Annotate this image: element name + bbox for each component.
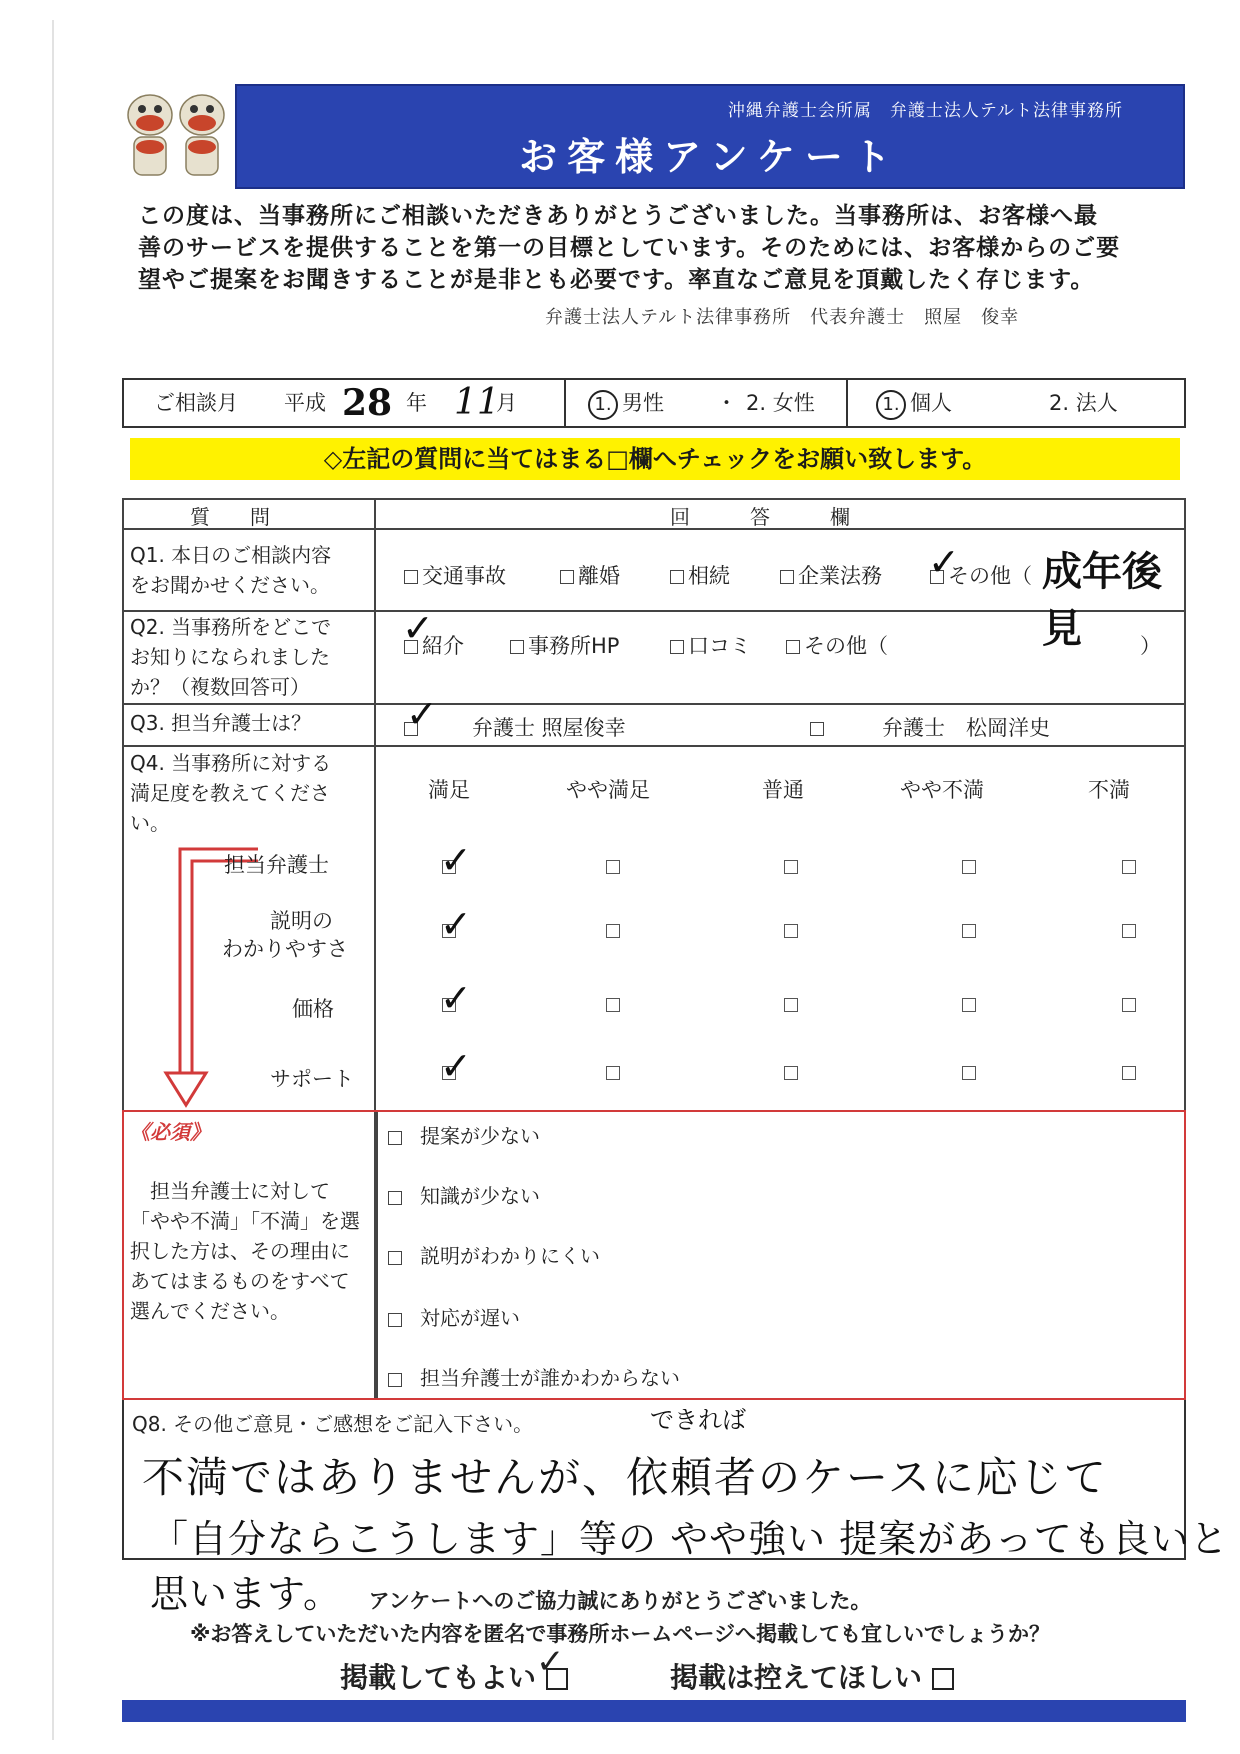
check-mark-icon: ✓ xyxy=(440,838,472,882)
permission-deny-option[interactable] xyxy=(670,1656,954,1696)
q4-row-clarity: 説明の xyxy=(270,909,333,933)
year-value[interactable]: 28 xyxy=(342,382,393,424)
deny-label: 掲載は控えてほしい xyxy=(670,1661,923,1694)
rating-checkbox[interactable] xyxy=(962,924,976,938)
option-label: 交通事故 xyxy=(422,564,506,588)
checkbox[interactable] xyxy=(780,570,794,584)
q4-row-support: サポート xyxy=(270,1067,354,1091)
reason-label: 対応が遅い xyxy=(420,1306,520,1330)
checkbox[interactable] xyxy=(388,1373,402,1387)
q1-option-traffic[interactable] xyxy=(404,560,506,590)
scale-neutral: 普通 xyxy=(762,778,804,802)
q2-text: Q2. 当事務所をどこで xyxy=(130,615,332,639)
option-label: その他（ xyxy=(804,634,888,658)
rating-checkbox[interactable] xyxy=(784,860,798,874)
checkbox[interactable] xyxy=(388,1313,402,1327)
year-unit: 年 xyxy=(406,391,427,415)
shisa-mascot-logo xyxy=(122,85,232,185)
month-value[interactable]: 11 xyxy=(454,382,500,423)
reason-label: 担当弁護士が誰かわからない xyxy=(420,1366,680,1390)
intro-line: 望やご提案をお聞きすることが是非とも必要です。率直なご意見を頂戴したく存じます。 xyxy=(138,267,1095,293)
reason-unclear-explanation[interactable] xyxy=(388,1240,600,1269)
rating-checkbox[interactable] xyxy=(784,998,798,1012)
option-label: 紹介 xyxy=(422,634,464,658)
q4-text: 満足度を教えてくださ xyxy=(130,781,330,805)
q4-question xyxy=(130,748,331,838)
checkbox[interactable] xyxy=(510,640,524,654)
thanks-message: アンケートへのご協力誠にありがとうございました。 xyxy=(368,1589,872,1613)
option-label: 離婚 xyxy=(578,564,620,588)
check-mark-icon: ✓ xyxy=(928,540,960,584)
q1-option-inheritance[interactable] xyxy=(670,560,730,590)
q4-text: い。 xyxy=(130,811,170,835)
reason-little-knowledge[interactable] xyxy=(388,1180,540,1209)
reason-label: 知識が少ない xyxy=(420,1184,540,1208)
scale-somewhat-dissatisfied: やや不満 xyxy=(900,778,984,802)
q2-option-other[interactable] xyxy=(786,630,888,660)
reason-label: 提案が少ない xyxy=(420,1124,540,1148)
required-tag: 《必須》 xyxy=(130,1120,210,1144)
rating-checkbox[interactable] xyxy=(784,924,798,938)
q3-question: Q3. 担当弁護士は？ xyxy=(130,711,312,735)
consult-month-label: ご相談月 xyxy=(154,391,238,415)
desc-line: 択した方は、その理由に xyxy=(130,1239,350,1263)
grid-line xyxy=(122,745,1186,747)
option-label: 企業法務 xyxy=(798,564,882,588)
selection-circle: 1. xyxy=(588,390,618,420)
intro-text xyxy=(138,200,1168,296)
rating-checkbox[interactable] xyxy=(962,1066,976,1080)
intro-line: 善のサービスを提供することを第一の目標としています。そのためには、お客様からのご要 xyxy=(138,235,1121,261)
scan-edge xyxy=(52,20,54,1740)
scale-dissatisfied: 不満 xyxy=(1088,778,1130,802)
required-description xyxy=(130,1176,360,1326)
q2-option-website[interactable] xyxy=(510,630,619,660)
rating-checkbox[interactable] xyxy=(962,860,976,874)
checkbox[interactable] xyxy=(810,722,824,736)
rating-checkbox[interactable] xyxy=(962,998,976,1012)
q8-question: Q8. その他ご意見・ご感想をご記入下さい。 xyxy=(132,1412,534,1436)
month-unit: 月 xyxy=(496,391,517,415)
q1-question xyxy=(130,540,331,600)
check-mark-icon: ✓ xyxy=(440,976,472,1020)
reason-few-proposals[interactable] xyxy=(388,1120,540,1149)
rating-checkbox[interactable] xyxy=(1122,998,1136,1012)
header-banner xyxy=(235,84,1185,189)
rating-checkbox[interactable] xyxy=(606,924,620,938)
question-column-header: 質 問 xyxy=(190,505,270,529)
separator-dot: ・ xyxy=(716,391,737,415)
check-mark-icon: ✓ xyxy=(402,606,434,650)
q1-text: Q1. 本日のご相談内容 xyxy=(130,543,332,567)
desc-line: 「やや不満」「不満」を選 xyxy=(130,1209,360,1233)
answer-column-header: 回 答 欄 xyxy=(670,505,850,529)
q1-option-divorce[interactable] xyxy=(560,560,620,590)
checkbox[interactable] xyxy=(404,570,418,584)
q3-option-matsuoka[interactable] xyxy=(810,712,1050,742)
q4-text: Q4. 当事務所に対する xyxy=(130,751,332,775)
check-mark-icon: ✓ xyxy=(440,1044,472,1088)
option-label: 弁護士 松岡洋史 xyxy=(882,716,1050,740)
q1-text: をお聞かせください。 xyxy=(130,573,330,597)
rating-checkbox[interactable] xyxy=(1122,860,1136,874)
q8-handwritten-line: 不満ではありませんが、依頼者のケースに応じて xyxy=(142,1453,1108,1502)
rating-checkbox[interactable] xyxy=(606,998,620,1012)
grid-line xyxy=(122,498,1186,500)
divider xyxy=(846,380,848,426)
q1-option-corporate[interactable] xyxy=(780,560,882,590)
gender-male-option[interactable] xyxy=(588,380,664,426)
q4-row-price: 価格 xyxy=(292,997,334,1021)
reason-label: 説明がわかりにくい xyxy=(420,1244,600,1268)
check-mark-icon: ✓ xyxy=(406,692,438,736)
checkbox[interactable] xyxy=(388,1131,402,1145)
rating-checkbox[interactable] xyxy=(784,1066,798,1080)
q2-option-word-of-mouth[interactable] xyxy=(670,630,751,660)
q2-question xyxy=(130,612,331,702)
checkbox[interactable] xyxy=(388,1251,402,1265)
scale-satisfied: 満足 xyxy=(428,778,470,802)
option-label: その他（ xyxy=(948,564,1032,588)
checkbox[interactable] xyxy=(560,570,574,584)
type-individual-label: 個人 xyxy=(910,391,952,415)
red-arrow-icon xyxy=(162,843,262,1113)
type-individual-option[interactable] xyxy=(876,380,952,426)
type-corporate-option[interactable]: 2. 法人 xyxy=(1049,391,1118,415)
grid-line xyxy=(376,1112,378,1398)
checkbox[interactable] xyxy=(388,1191,402,1205)
q4-row-clarity-2: わかりやすさ xyxy=(222,937,348,961)
reason-unknown-attorney[interactable] xyxy=(388,1362,680,1391)
desc-line: 担当弁護士に対して xyxy=(150,1179,330,1203)
signature: 弁護士法人テルト法律事務所 代表弁護士 照屋 俊幸 xyxy=(545,307,1020,328)
rating-checkbox[interactable] xyxy=(1122,1066,1136,1080)
intro-line: この度は、当事務所にご相談いただきありがとうございました。当事務所は、お客様へ最 xyxy=(138,203,1098,229)
era-label: 平成 xyxy=(284,391,326,415)
option-label: 相続 xyxy=(688,564,730,588)
footer-bar xyxy=(122,1700,1186,1722)
gender-male-label: 男性 xyxy=(622,391,664,415)
checkbox[interactable] xyxy=(670,640,684,654)
check-mark-icon: ✓ xyxy=(536,1642,565,1682)
selection-circle: 1. xyxy=(876,390,906,420)
q2-text: か？（複数回答可） xyxy=(130,675,310,699)
checkbox[interactable] xyxy=(670,570,684,584)
option-label: 弁護士 照屋俊幸 xyxy=(472,716,626,740)
consultation-info-row xyxy=(122,378,1186,428)
rating-checkbox[interactable] xyxy=(1122,924,1136,938)
option-label: 事務所HP xyxy=(528,634,620,658)
allow-label: 掲載してもよい xyxy=(340,1661,537,1694)
rating-checkbox[interactable] xyxy=(606,860,620,874)
permission-question: ※お答えしていただいた内容を匿名で事務所ホームページへ掲載しても宜しいでしょうか？ xyxy=(190,1622,1050,1646)
divider xyxy=(564,380,566,426)
q8-handwritten-insert: できれば xyxy=(650,1406,746,1434)
option-label: 口コミ xyxy=(688,634,751,658)
page-title: お客様アンケート xyxy=(519,135,901,179)
scale-somewhat-satisfied: やや満足 xyxy=(566,778,650,802)
q8-handwritten-line: 「自分ならこうします」等の やや強い 提案があっても良いと思います。 xyxy=(150,1517,1229,1616)
instruction-banner: ◇左記の質問に当てはまる□欄へチェックをお願い致します。 xyxy=(130,438,1180,480)
deny-checkbox[interactable] xyxy=(932,1668,954,1690)
organization-name: 沖縄弁護士会所属 弁護士法人テルト法律事務所 xyxy=(727,101,1123,121)
grid-line xyxy=(122,528,1186,530)
checkbox[interactable] xyxy=(786,640,800,654)
desc-line: あてはまるものをすべて xyxy=(130,1269,350,1293)
rating-checkbox[interactable] xyxy=(606,1066,620,1080)
q2-other-close: ） xyxy=(1140,634,1161,658)
gender-female-option[interactable]: 2. 女性 xyxy=(746,391,815,415)
grid-line xyxy=(122,703,1186,705)
permission-allow-option[interactable] xyxy=(340,1642,568,1696)
reason-slow-response[interactable] xyxy=(388,1302,520,1331)
check-mark-icon: ✓ xyxy=(440,902,472,946)
required-section xyxy=(122,1110,1186,1400)
desc-line: 選んでください。 xyxy=(130,1299,290,1323)
q2-text: お知りになられました xyxy=(130,645,330,669)
q4-row-attorney: 担当弁護士 xyxy=(224,853,329,877)
q1-handwritten-other: 成年後見 xyxy=(1042,548,1162,652)
